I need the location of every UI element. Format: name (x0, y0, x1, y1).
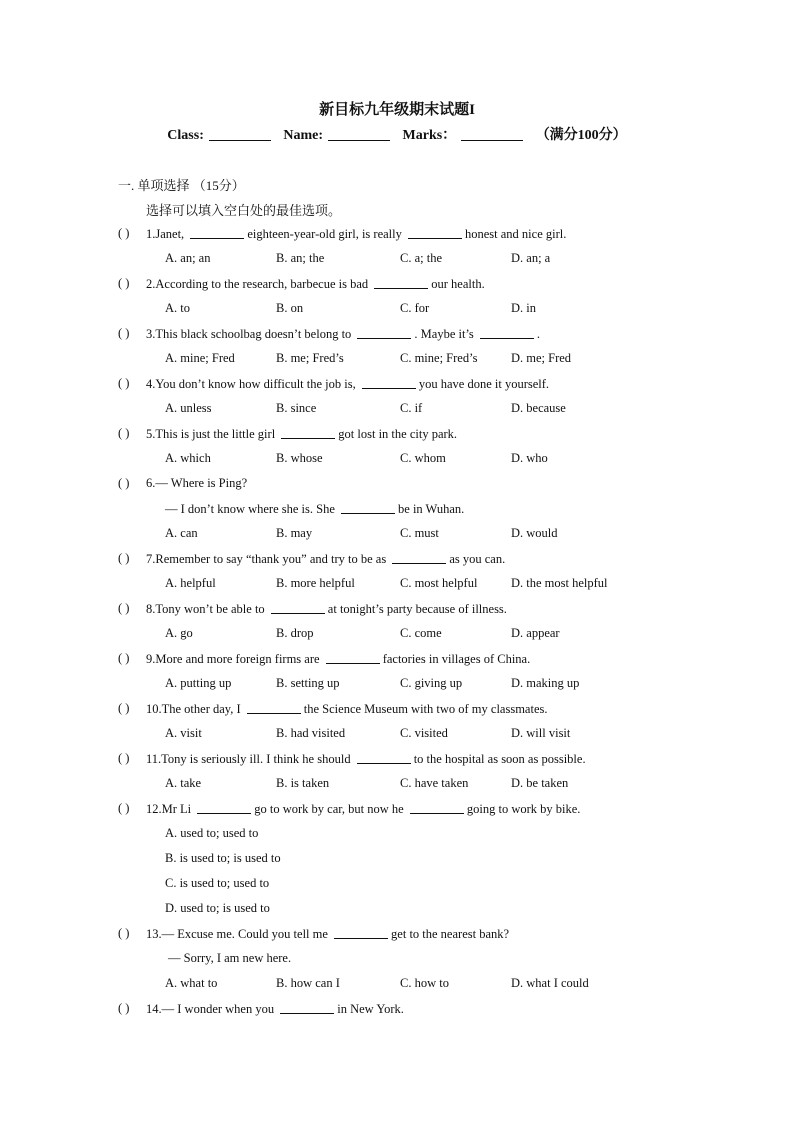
question-number: 9. (146, 652, 156, 666)
question-text: — I wonder when you (161, 1002, 275, 1016)
answer-parentheses[interactable]: ( ) (118, 651, 130, 665)
answer-option[interactable]: B. is used to; is used to (165, 851, 281, 865)
question-line (0, 651, 794, 671)
question-line (0, 626, 794, 646)
answer-option[interactable]: C. mine; Fred’s (400, 351, 478, 365)
answer-option[interactable]: B. on (276, 301, 304, 315)
answer-blank[interactable] (334, 926, 388, 939)
answer-blank[interactable] (480, 326, 534, 339)
question-stem (146, 226, 566, 242)
total-score: （满分100分） (535, 128, 627, 143)
answer-option[interactable]: C. for (400, 301, 430, 315)
question-text: be in Wuhan. (398, 502, 465, 516)
answer-option[interactable]: A. to (165, 301, 190, 315)
answer-option[interactable]: B. had visited (276, 726, 346, 740)
answer-blank[interactable] (374, 276, 428, 289)
question-line (0, 451, 794, 471)
section-instruction: 选择可以填入空白处的最佳选项。 (146, 203, 342, 218)
answer-option[interactable]: B. is taken (276, 776, 330, 790)
question-line (0, 326, 794, 346)
question-number: 13. (146, 927, 162, 941)
question-stem (146, 651, 530, 667)
answer-option[interactable]: C. giving up (400, 676, 463, 690)
answer-option[interactable]: D. in (511, 301, 536, 315)
question-text: eighteen-year-old girl, is really (247, 227, 402, 241)
question-number: 6. (146, 476, 156, 490)
answer-option[interactable]: C. whom (400, 451, 446, 465)
question-text: This black schoolbag doesn’t belong to (155, 327, 352, 341)
answer-option[interactable]: A. used to; used to (165, 826, 259, 840)
answer-blank[interactable] (281, 426, 335, 439)
question-line (0, 251, 794, 271)
question-line (0, 726, 794, 746)
question-text: got lost in the city park. (338, 427, 458, 441)
question-stem (146, 276, 485, 292)
answer-option[interactable]: D. who (511, 451, 548, 465)
answer-parentheses[interactable]: ( ) (118, 326, 130, 340)
section-heading: 一. 单项选择 （15分） (118, 178, 245, 193)
answer-blank[interactable] (326, 651, 380, 664)
answer-option[interactable]: A. helpful (165, 576, 216, 590)
answer-option[interactable]: D. what I could (511, 976, 589, 990)
answer-blank[interactable] (410, 801, 464, 814)
answer-blank[interactable] (341, 501, 395, 514)
answer-option[interactable]: D. used to; is used to (165, 901, 270, 915)
question-text: going to work by bike. (466, 802, 581, 816)
question-number: 3. (146, 327, 156, 341)
answer-option[interactable]: D. the most helpful (511, 576, 608, 590)
question-line (0, 851, 794, 871)
question-text: This is just the little girl (155, 427, 276, 441)
answer-option[interactable]: A. what to (165, 976, 218, 990)
question-text: in New York. (337, 1002, 404, 1016)
answer-option[interactable]: C. if (400, 401, 423, 415)
class-label: Class: (167, 128, 204, 143)
question-line (0, 351, 794, 371)
answer-option[interactable]: A. which (165, 451, 211, 465)
question-line (0, 276, 794, 296)
answer-option[interactable]: C. visited (400, 726, 448, 740)
question-text: According to the research, barbecue is bad (155, 277, 369, 291)
question-line (0, 601, 794, 621)
answer-option[interactable]: C. a; the (400, 251, 443, 265)
question-text: at tonight’s party because of illness. (327, 602, 507, 616)
answer-blank[interactable] (247, 701, 301, 714)
question-text: the Science Museum with two of my classmates. (303, 702, 548, 716)
page-title: 新目标九年级期末试题I (319, 102, 475, 118)
answer-option[interactable]: C. have taken (400, 776, 469, 790)
question-line (0, 976, 794, 996)
question-line (0, 226, 794, 246)
answer-option[interactable]: A. take (165, 776, 202, 790)
answer-blank[interactable] (190, 226, 244, 239)
question-text: Mr Li (161, 802, 192, 816)
answer-blank[interactable] (197, 801, 251, 814)
answer-parentheses[interactable]: ( ) (118, 801, 130, 815)
question-line (0, 701, 794, 721)
answer-parentheses[interactable]: ( ) (118, 426, 130, 440)
question-number: 5. (146, 427, 156, 441)
answer-option[interactable]: A. an; an (165, 251, 211, 265)
question-text: honest and nice girl. (465, 227, 567, 241)
question-text: factories in villages of China. (382, 652, 531, 666)
answer-option[interactable]: C. must (400, 526, 439, 540)
student-info-line (0, 124, 794, 144)
question-line (0, 501, 794, 521)
question-stem (146, 701, 547, 717)
dialogue-line: — Sorry, I am new here. (168, 951, 292, 965)
question-stem (146, 926, 509, 942)
question-line (0, 576, 794, 596)
question-text: you have done it yourself. (418, 377, 550, 391)
question-text: go to work by car, but now he (254, 802, 404, 816)
question-text: Remember to say “thank you” and try to be as (155, 552, 387, 566)
question-stem (146, 376, 549, 392)
answer-option[interactable]: B. me; Fred’s (276, 351, 344, 365)
question-stem (146, 751, 586, 767)
answer-option[interactable]: C. come (400, 626, 442, 640)
answer-option[interactable]: A. unless (165, 401, 212, 415)
answer-parentheses[interactable]: ( ) (118, 601, 130, 615)
question-text: Tony won’t be able to (155, 602, 265, 616)
answer-parentheses[interactable]: ( ) (118, 926, 130, 940)
question-number: 14. (146, 1002, 162, 1016)
question-line (0, 801, 794, 821)
answer-option[interactable]: B. more helpful (276, 576, 355, 590)
question-text: Janet, (155, 227, 185, 241)
marks-label: Marks： (402, 128, 457, 143)
question-number: 11. (146, 752, 162, 766)
answer-option[interactable]: B. setting up (276, 676, 340, 690)
answer-option[interactable]: D. because (511, 401, 566, 415)
name-blank[interactable] (328, 127, 390, 141)
question-line (0, 301, 794, 321)
answer-option[interactable]: B. whose (276, 451, 323, 465)
question-line (0, 826, 794, 846)
question-number: 7. (146, 552, 156, 566)
dialogue-line (165, 501, 464, 517)
question-stem (146, 801, 580, 817)
question-number: 12. (146, 802, 162, 816)
question-text: You don’t know how difficult the job is, (155, 377, 356, 391)
question-line (0, 551, 794, 571)
answer-parentheses[interactable]: ( ) (118, 751, 130, 765)
answer-blank[interactable] (362, 376, 416, 389)
question-text: to the hospital as soon as possible. (413, 752, 586, 766)
answer-option[interactable]: C. how to (400, 976, 449, 990)
answer-option[interactable]: D. making up (511, 676, 580, 690)
question-text: — Excuse me. Could you tell me (161, 927, 328, 941)
question-line (0, 401, 794, 421)
question-line (0, 776, 794, 796)
question-line (0, 1001, 794, 1021)
question-stem (146, 426, 457, 442)
question-text: . (536, 327, 541, 341)
question-line (0, 476, 794, 496)
answer-option[interactable]: A. mine; Fred (165, 351, 235, 365)
question-line (0, 751, 794, 771)
answer-parentheses[interactable]: ( ) (118, 276, 130, 290)
question-number: 8. (146, 602, 156, 616)
question-line (0, 376, 794, 396)
question-text: get to the nearest bank? (391, 927, 510, 941)
question-text: . Maybe it’s (414, 327, 474, 341)
answer-blank[interactable] (280, 1001, 334, 1014)
question-text: The other day, I (161, 702, 241, 716)
answer-blank[interactable] (408, 226, 462, 239)
question-text: Tony is seriously ill. I think he should (161, 752, 351, 766)
answer-option[interactable]: B. how can I (276, 976, 340, 990)
question-line (0, 951, 794, 971)
answer-option[interactable]: D. will visit (511, 726, 571, 740)
answer-option[interactable]: A. go (165, 626, 193, 640)
question-line (0, 526, 794, 546)
answer-parentheses[interactable]: ( ) (118, 551, 130, 565)
question-line (0, 676, 794, 696)
question-stem (146, 476, 247, 491)
class-blank[interactable] (209, 127, 271, 141)
question-text: our health. (431, 277, 485, 291)
answer-option[interactable]: D. me; Fred (511, 351, 572, 365)
name-label: Name: (283, 128, 324, 143)
answer-option[interactable]: C. is used to; used to (165, 876, 270, 890)
answer-parentheses[interactable]: ( ) (118, 701, 130, 715)
question-stem (146, 326, 540, 342)
answer-option[interactable]: B. since (276, 401, 317, 415)
question-line (0, 876, 794, 896)
answer-parentheses[interactable]: ( ) (118, 376, 130, 390)
answer-option[interactable]: B. may (276, 526, 313, 540)
answer-blank[interactable] (392, 551, 446, 564)
question-stem (146, 601, 507, 617)
answer-blank[interactable] (357, 751, 411, 764)
answer-option[interactable]: A. visit (165, 726, 202, 740)
answer-option[interactable]: A. putting up (165, 676, 232, 690)
question-line (0, 901, 794, 921)
question-number: 10. (146, 702, 162, 716)
answer-parentheses[interactable]: ( ) (118, 1001, 130, 1015)
answer-option[interactable]: C. most helpful (400, 576, 478, 590)
question-stem (146, 1001, 404, 1017)
question-number: 1. (146, 227, 156, 241)
answer-blank[interactable] (271, 601, 325, 614)
question-text: More and more foreign firms are (155, 652, 320, 666)
question-number: 4. (146, 377, 156, 391)
answer-option[interactable]: A. can (165, 526, 198, 540)
answer-option[interactable]: D. would (511, 526, 558, 540)
question-line (0, 426, 794, 446)
answer-blank[interactable] (357, 326, 411, 339)
answer-parentheses[interactable]: ( ) (118, 226, 130, 240)
marks-blank[interactable] (461, 127, 523, 141)
answer-option[interactable]: D. appear (511, 626, 560, 640)
question-line (0, 926, 794, 946)
answer-option[interactable]: B. drop (276, 626, 314, 640)
question-stem (146, 551, 505, 567)
answer-option[interactable]: D. an; a (511, 251, 551, 265)
question-text: — Where is Ping? (155, 476, 248, 490)
answer-option[interactable]: B. an; the (276, 251, 325, 265)
question-text: — I don’t know where she is. She (165, 502, 335, 516)
question-text: as you can. (449, 552, 506, 566)
question-number: 2. (146, 277, 156, 291)
answer-option[interactable]: D. be taken (511, 776, 569, 790)
answer-parentheses[interactable]: ( ) (118, 476, 130, 490)
